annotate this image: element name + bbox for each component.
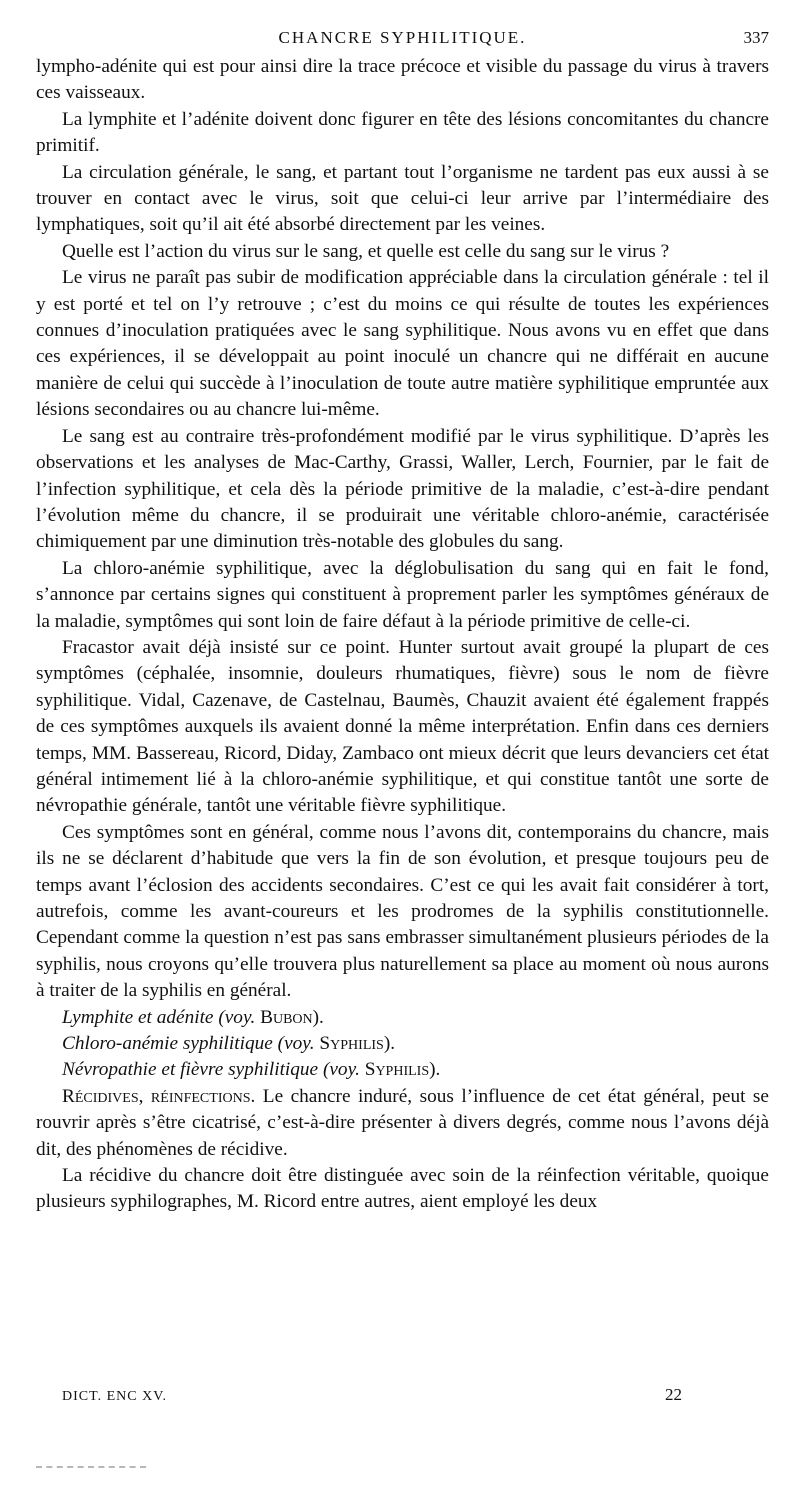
section-paragraph [36,1084,769,1163]
reference-see: (voy. [322,1059,360,1081]
running-head [36,28,769,54]
footer [62,1385,682,1409]
paragraph: Quelle est l’action du virus sur le sang, et quelle est celle du sang sur le virus ? [62,240,670,262]
sheet-number: 22 [665,1385,682,1404]
reference-see: (voy. [277,1033,315,1055]
page [36,28,769,1216]
reference-term: Lymphite et adénite [62,1006,214,1028]
cross-reference [36,1057,769,1083]
paragraph: Fracastor avait déjà insisté sur ce point. Hunter surtout avait groupé la plupart de ces symptômes (céphalée, insomnie, douleurs rhumatiques, fièvre) sous le nom de fièvre syphilitique. Vidal, Cazenave, de Castelnau, Baumès, Chauzit avaient été également frappés de ces symptômes auxquels ils avaient donné la même interprétation. Enfin dans ces derniers temps, MM. Bassereau, Ricord, Diday, Zambaco ont mieux décrit que leurs devanciers cet état général intimement lié à la chloro-anémie syphilitique, et qui constitue tantôt une sorte de névropathie générale, tantôt une véritable fièvre syphilitique. [36,636,769,817]
scan-artifact [36,1466,146,1470]
reference-term: Névropathie et fièvre syphilitique [62,1059,319,1081]
body-text [36,54,769,1216]
reference-see: (voy. [218,1006,256,1028]
reference-target: Syphilis). [319,1033,396,1055]
paragraph: lympho-adénite qui est pour ainsi dire la trace précoce et visible du passage du virus à travers ces vaisseaux. [36,56,769,104]
paragraph: La circulation générale, le sang, et partant tout l’organisme ne tardent pas eux aussi à se trouver en contact avec le virus, soit que celui-ci leur arrive par l’intermédiaire des lymphatiques, soit qu’il ait été absorbé directement par les veines. [36,161,769,236]
paragraph: La récidive du chancre doit être distinguée avec soin de la réinfection véritable, quoique plusieurs syphilographes, M. Ricord entre autres, aient employé les deux [36,1165,769,1213]
reference-target: Bubon). [260,1006,324,1028]
reference-target: Syphilis). [364,1059,441,1081]
paragraph: Ces symptômes sont en général, comme nous l’avons dit, contemporains du chancre, mais ils ne se déclarent d’habitude que vers la fin de son évolution, et presque toujours peu de temps avant l’éclosion des accidents secondaires. C’est ce qui les avait fait considérer à tort, autrefois, comme les avant-coureurs et les prodromes de la syphilis constitutionnelle. Cependant comme la question n’est pas sans embrasser simultanément plusieurs périodes de la syphilis, nous croyons qu’elle trouvera plus naturellement sa place au moment où nous aurons à traiter de la syphilis en général. [36,821,769,1002]
signature-mark: DICT. ENC XV. [62,1389,168,1404]
running-title: CHANCRE SYPHILITIQUE. [278,28,527,47]
section-heading: Récidives, réinfections. [62,1085,256,1107]
page-number: 337 [743,28,769,47]
paragraph: Le virus ne paraît pas subir de modification appréciable dans la circulation générale : tel il y est porté et tel on l’y retrouve ; c’est du moins ce qui résulte de toutes les expériences connues d’inoculation pratiquées avec le sang syphilitique. Nous avons vu en effet que dans ces expériences, il se développait au point inoculé un chancre qui ne différait en aucune manière de celui qui succède à l’inoculation de toute autre matière syphilitique empruntée aux lésions secondaires ou au chancre lui-même. [36,267,769,421]
paragraph: La lymphite et l’adénite doivent donc figurer en tête des lésions concomitantes du chancre primitif. [36,108,769,157]
section-text: Le chancre induré, sous l’influence de cet état général, peut se rouvrir après s’être cicatrisé, c’est-à-dire présenter à divers degrés, comme nous l’avons déjà dit, des phénomènes de récidive. [36,1085,769,1160]
reference-term: Chloro-anémie syphilitique [62,1033,273,1055]
cross-reference [36,1005,769,1031]
cross-reference [36,1031,769,1057]
paragraph: Le sang est au contraire très-profondément modifié par le virus syphilitique. D’après les observations et les analyses de Mac-Carthy, Grassi, Waller, Lerch, Fournier, par le fait de l’infection syphilitique, et cela dès la période primitive de la maladie, c’est-à-dire pendant l’évolution même du chancre, il se produirait une véritable chloro-anémie, caractérisée chimiquement par une diminution très-notable des globules du sang. [36,425,769,553]
paragraph: La chloro-anémie syphilitique, avec la déglobulisation du sang qui en fait le fond, s’annonce par certains signes qui constituent à proprement parler les symptômes généraux de la maladie, symptômes qui sont loin de faire défaut à la période primitive de celle-ci. [36,557,769,632]
